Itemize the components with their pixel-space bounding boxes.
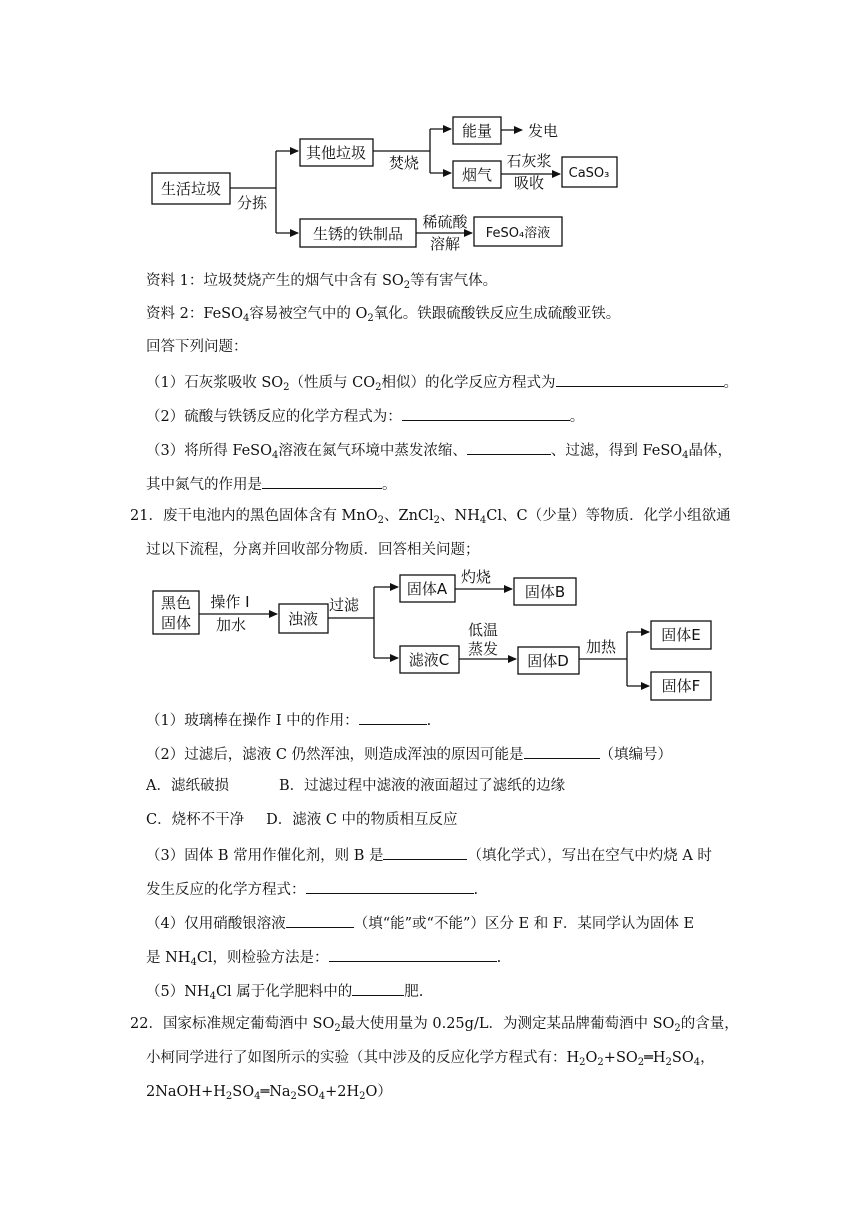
answer-blank[interactable]	[262, 473, 382, 489]
q21-sub-1: （1）玻璃棒在操作 I 中的作用： .	[146, 709, 431, 731]
label-caso3: CaSO₃	[568, 166, 610, 181]
answer-blank[interactable]	[329, 946, 497, 962]
label-black-2: 固体	[160, 614, 192, 632]
label-life-garbage: 生活垃圾	[160, 180, 222, 198]
q21-sub-4-line2: 是 $NH_4Cl$，则检验方法是： .	[146, 946, 501, 968]
label-low-temp: 低温	[467, 621, 499, 639]
q20-sub-3: （3）将所得 FeSO$_4$溶液在氮气环境中蒸发浓缩、 、过滤，得到 FeSO$_4$晶体，	[146, 439, 732, 461]
label-heat: 加热	[585, 638, 617, 656]
q21-sub-3-line2: 发生反应的化学方程式： .	[146, 878, 478, 900]
label-sort: 分拣	[236, 194, 268, 212]
label-dissolve: 溶解	[429, 235, 461, 253]
label-burn: 焚烧	[388, 154, 420, 172]
q21-stem-line2: 过以下流程，分离并回收部分物质．回答相关问题；	[146, 542, 480, 558]
option-a: A．滤纸破损	[146, 778, 229, 794]
label-solid-e: 固体E	[661, 626, 701, 644]
answer-blank[interactable]	[352, 980, 404, 996]
garbage-process-diagram	[0, 0, 860, 260]
battery-process-diagram	[0, 560, 860, 710]
q21-sub-3: （3）固体 B 常用作催化剂，则 B 是 （填化学式），写出在空气中灼烧 A 时	[146, 844, 712, 866]
q21-sub-4: （4）仅用硝酸银溶液 （填“能”或“不能”）区分 E 和 F．某同学认为固体 E	[146, 912, 694, 934]
answer-blank[interactable]	[383, 844, 467, 860]
label-energy: 能量	[461, 122, 493, 140]
info-1: 资料 1：垃圾焚烧产生的烟气中含有 $SO_2$等有害气体。	[146, 273, 498, 291]
answer-blank[interactable]	[402, 405, 570, 421]
q20-sub-3-line2: 其中氮气的作用是 。	[146, 473, 397, 495]
label-absorb: 吸收	[513, 174, 545, 192]
label-lime-slurry: 石灰浆	[506, 152, 552, 170]
label-rusty-iron: 生锈的铁制品	[312, 225, 404, 243]
label-solid-d: 固体D	[527, 652, 569, 670]
q20-sub-2: （2）硫酸与铁锈反应的化学方程式为： 。	[146, 405, 584, 427]
label-filtrate-c: 滤液C	[408, 651, 450, 669]
label-solid-f: 固体F	[661, 677, 701, 695]
label-power: 发电	[527, 122, 559, 140]
label-flue-gas: 烟气	[461, 166, 493, 184]
label-add-water: 加水	[215, 616, 247, 634]
q22-stem-line3: $2NaOH+H_2SO_4═Na_2SO_4+2H_2O$）	[146, 1084, 392, 1102]
label-op1: 操作 I	[210, 593, 250, 611]
answer-blank[interactable]	[286, 912, 354, 928]
option-d: D．滤液 C 中的物质相互反应	[266, 812, 458, 828]
q21-stem-line1: 21．废干电池内的黑色固体含有 MnO$_2$、ZnCl$_2$、$NH_4Cl$、C（少量）等物质．化学小组欲通	[130, 508, 731, 526]
label-feso4-solution: FeSO₄溶液	[485, 226, 551, 241]
label-turbid: 浊液	[287, 610, 319, 628]
answer-blank[interactable]	[524, 743, 600, 759]
answer-blank[interactable]	[467, 439, 551, 455]
label-evaporate: 蒸发	[467, 640, 499, 658]
answer-prompt: 回答下列问题：	[146, 339, 248, 355]
option-b: B．过滤过程中滤液的液面超过了滤纸的边缘	[278, 778, 566, 794]
option-c: C．烧杯不干净	[146, 812, 245, 828]
q21-options-cd	[146, 810, 458, 830]
info-2: 资料 2：FeSO$_4$容易被空气中的 $O_2$氧化。铁跟硫酸铁反应生成硫酸亚铁。	[146, 306, 621, 324]
q22-stem-line1: 22．国家标准规定葡萄酒中 $SO_2$最大使用量为 0.25g/L．为测定某品牌葡萄酒中 $SO_2$的含量，	[130, 1016, 739, 1034]
q21-options-ab	[146, 776, 565, 796]
label-solid-b: 固体B	[524, 583, 566, 601]
label-solid-a: 固体A	[406, 580, 448, 598]
q20-sub-1: （1）石灰浆吸收 $SO_2$（性质与 $CO_2$相似）的化学反应方程式为 。	[146, 371, 738, 393]
label-black-1: 黑色	[160, 594, 192, 612]
q22-stem-line2: 小柯同学进行了如图所示的实验（其中涉及的反应化学方程式有：$H_2O_2+SO_2═H_2SO_4$，	[146, 1050, 715, 1068]
label-filter: 过滤	[328, 596, 360, 614]
label-ignite: 灼烧	[460, 568, 492, 586]
answer-blank[interactable]	[306, 878, 474, 894]
label-dilute-acid: 稀硫酸	[422, 213, 468, 231]
q21-sub-5: $(5)NH_4Cl$ 属于化学肥料中的 肥.	[146, 980, 423, 1002]
answer-blank[interactable]	[556, 371, 724, 387]
label-other-garbage: 其他垃圾	[305, 144, 367, 162]
q21-sub-2: （2）过滤后，滤液 C 仍然浑浊，则造成浑浊的原因可能是 （填编号）	[146, 743, 672, 765]
answer-blank[interactable]	[359, 709, 427, 725]
